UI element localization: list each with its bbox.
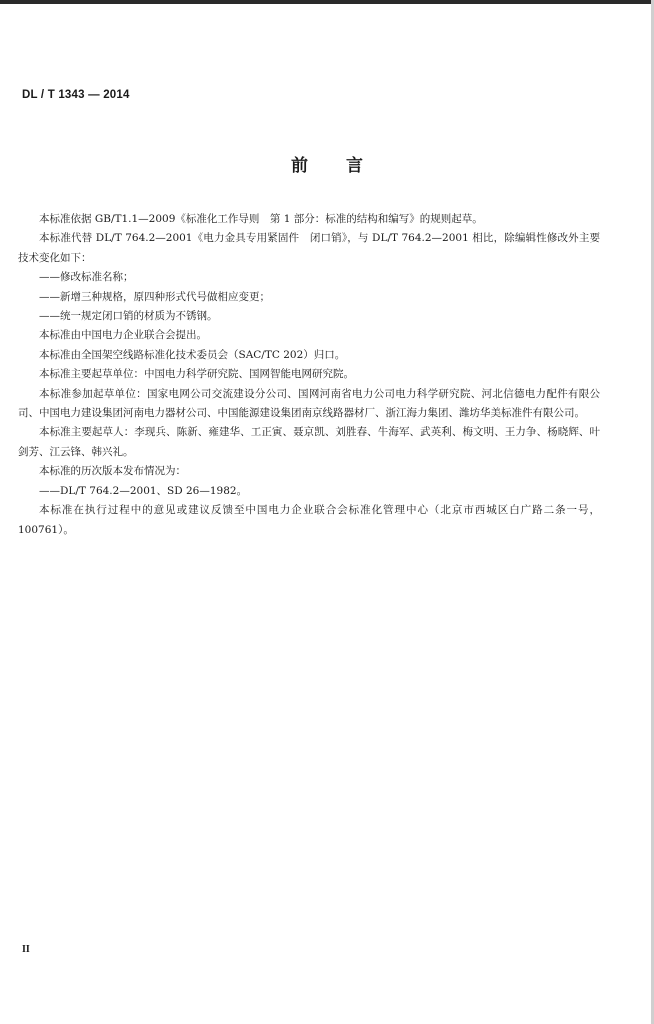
paragraph-main-drafters-org: 本标准主要起草单位：中国电力科学研究院、国网智能电网研究院。: [39, 368, 354, 381]
foreword-body: [18, 210, 600, 540]
paragraph-replaces-standard: 本标准代替 DL/T 764.2—2001《电力金具专用紧固件 闭口销》，与 DL/T 764.2—2001 相比，除编辑性修改外主要技术变化如下：: [18, 232, 600, 264]
page-number: II: [22, 944, 30, 955]
list-item-change-specs: ——新增三种规格，原四种形式代号做相应变更；: [39, 290, 270, 303]
paragraph-main-drafters: 本标准主要起草人：李现兵、陈新、雍建华、工正寅、聂京凯、刘胜春、牛海军、武英利、梅文明、王力争、杨晓辉、叶剑芳、江云锋、韩兴礼。: [18, 426, 600, 458]
paragraph-participating-orgs: 本标准参加起草单位：国家电网公司交流建设分公司、国网河南省电力公司电力科学研究院、河北信德电力配件有限公司、中国电力建设集团河南电力器材公司、中国能源建设集团南京线路器材厂、浙江海力集团、潍坊华美标准件有限公司。: [18, 387, 600, 420]
list-item-previous-versions: ——DL/T 764.2—2001、SD 26—1982。: [39, 484, 248, 497]
paragraph-version-history-intro: 本标准的历次版本发布情况为：: [39, 465, 186, 478]
document-code: DL / T 1343 — 2014: [22, 89, 130, 101]
section-title: 前言: [291, 156, 401, 176]
paragraph-feedback-address: 本标准在执行过程中的意见或建议反馈至中国电力企业联合会标准化管理中心（北京市西城区白广路二条一号，100761）。: [18, 504, 600, 536]
paragraph-under-jurisdiction: 本标准由全国架空线路标准化技术委员会（SAC/TC 202）归口。: [39, 348, 346, 361]
paragraph-drafting-rules: 本标准依据 GB/T1.1—2009《标准化工作导则 第 1 部分：标准的结构和编写》的规则起草。: [39, 213, 483, 225]
list-item-change-material: ——统一规定闭口销的材质为不锈钢。: [39, 310, 218, 323]
list-item-change-name: ——修改标准名称；: [39, 271, 134, 284]
paragraph-proposed-by: 本标准由中国电力企业联合会提出。: [39, 329, 207, 342]
scan-border-top: [0, 0, 654, 4]
